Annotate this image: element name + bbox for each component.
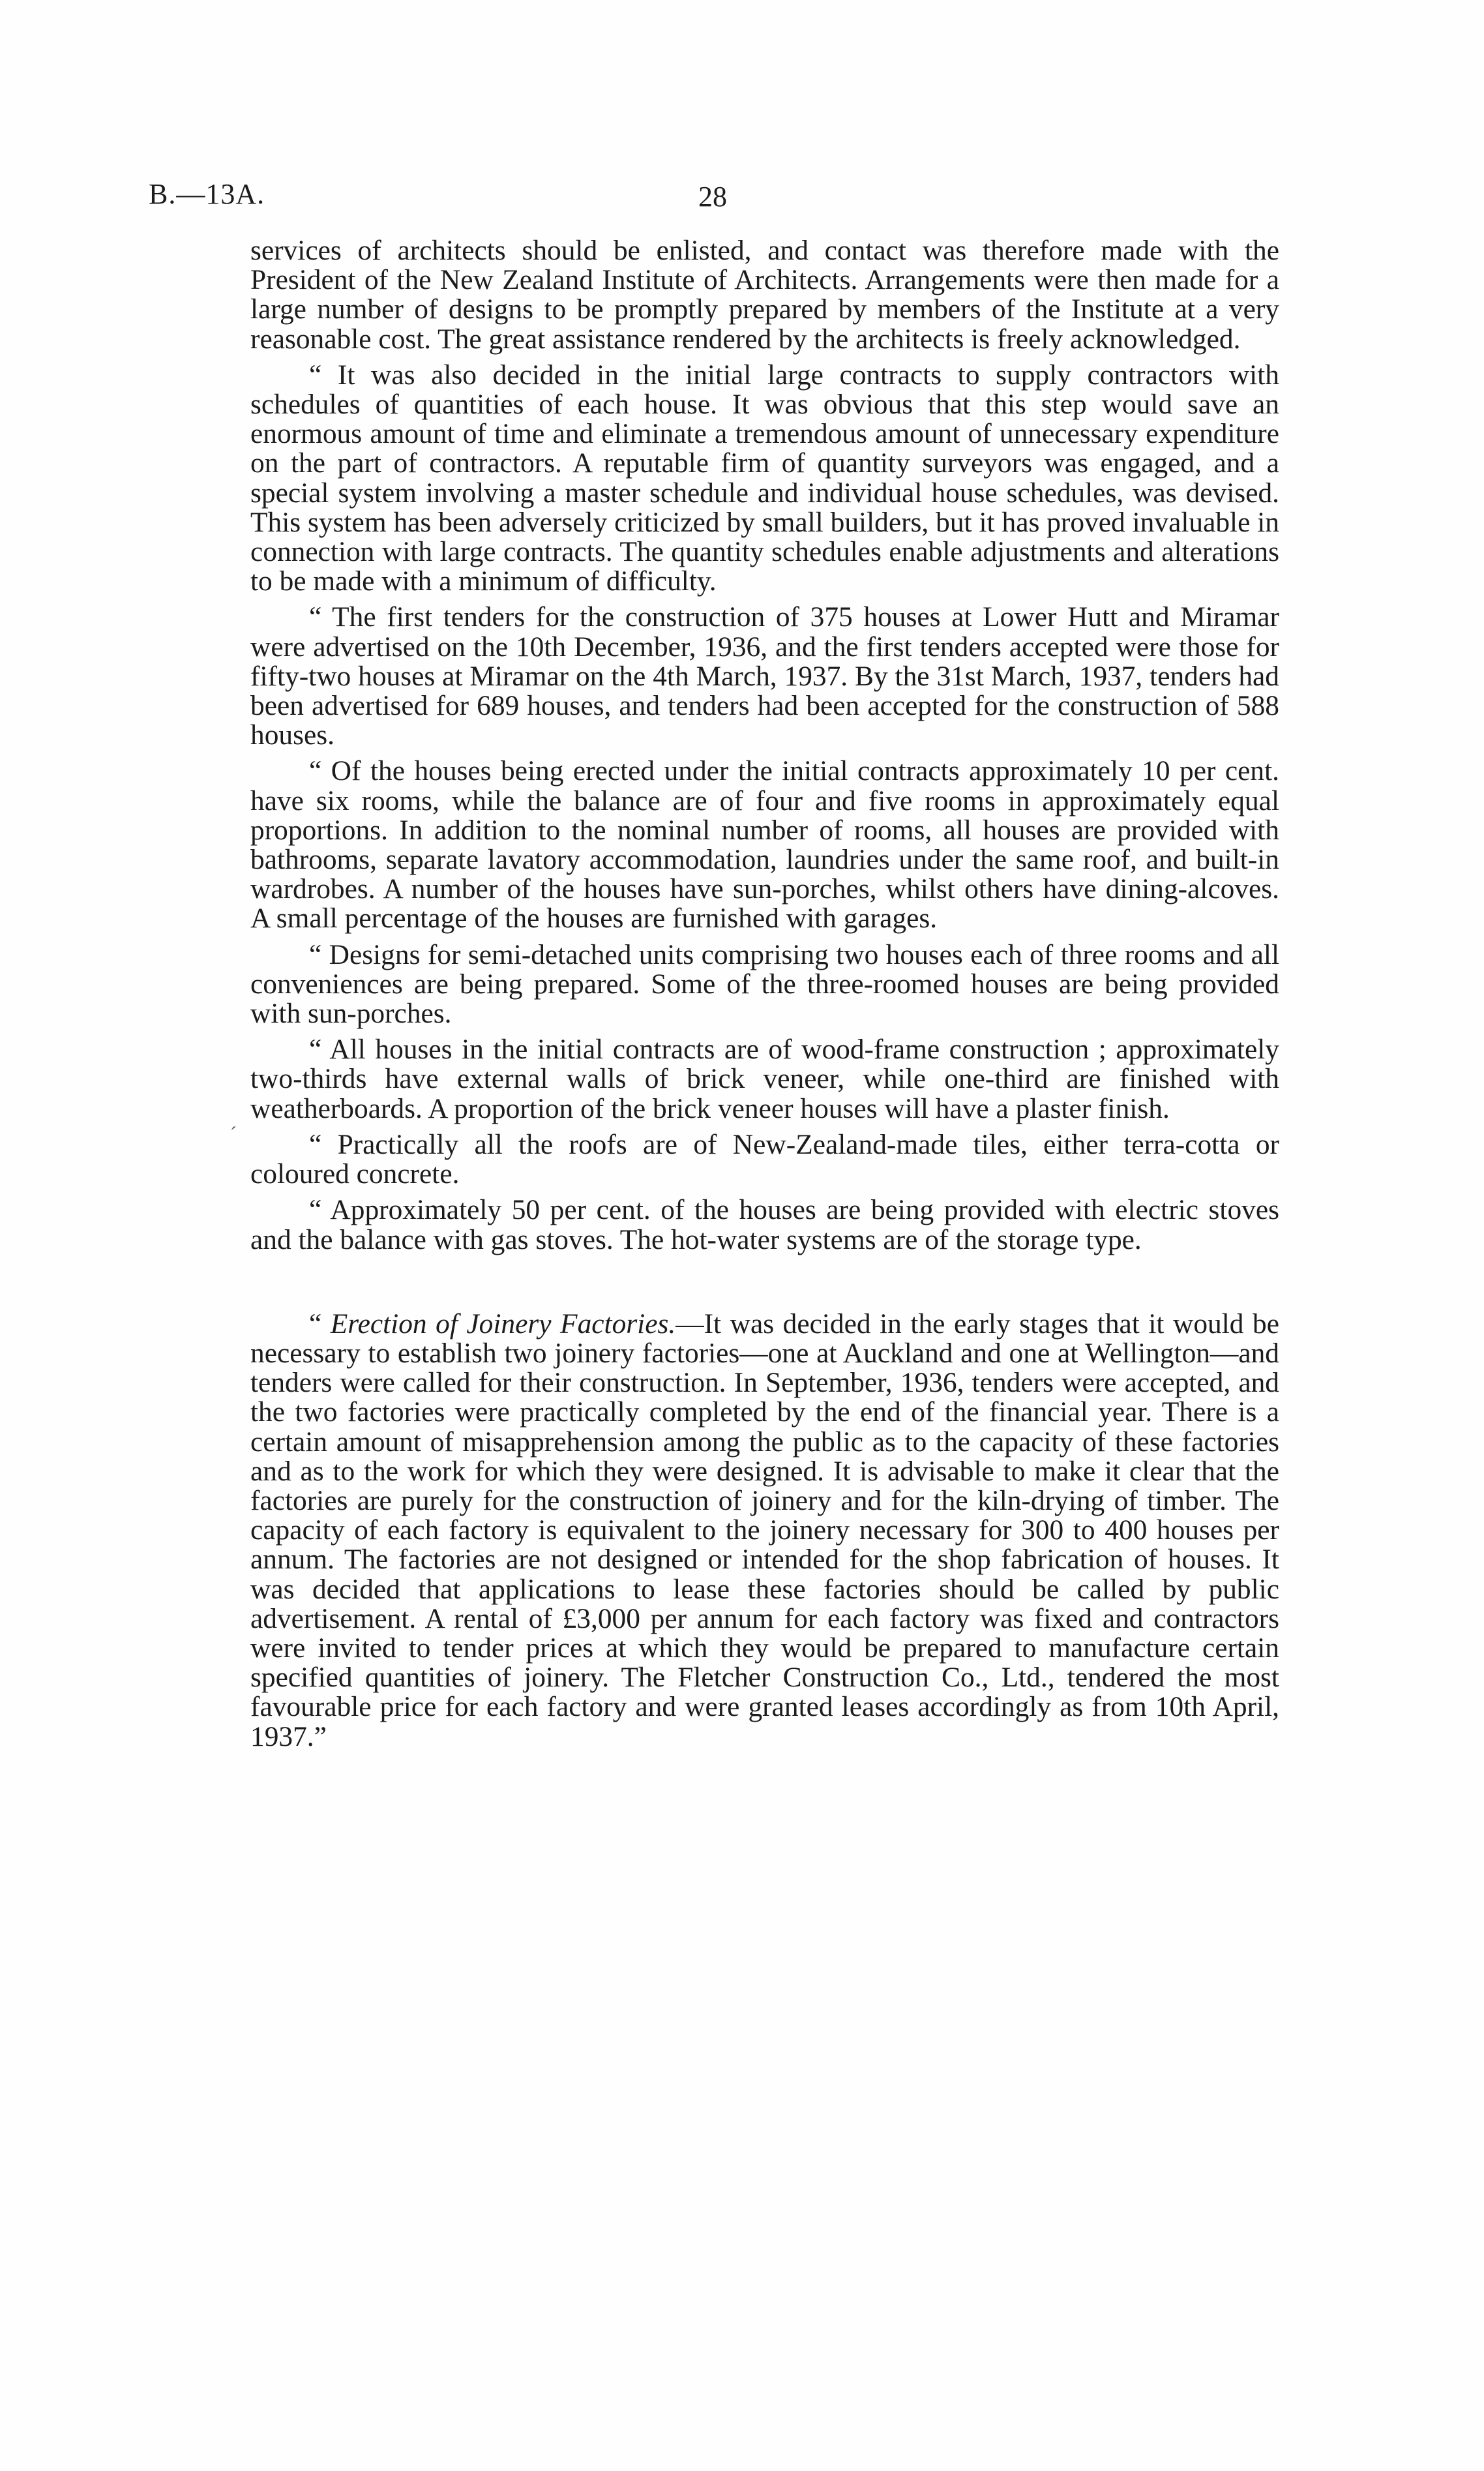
- paragraph-semi-detached: “ Designs for semi-detached units comprising two houses each of three rooms and all conveniences are being prepared. Some of the three-roomed houses are being provided with sun-porches.: [250, 938, 1279, 1030]
- page-number: 28: [698, 181, 727, 213]
- paragraph-construction: “ All houses in the initial contracts are of wood-frame construction ; approximately two-thirds have external walls of brick veneer, while one-third are finished with weatherboards. A proportion of the brick veneer houses will have a plaster finish.: [250, 1034, 1279, 1124]
- paragraph-house-rooms: “ Of the houses being erected under the initial contracts approximately 10 per cent. have six rooms, while the balance are of four and five rooms in approximately equal proportions. In addition to the nominal number of rooms, all houses are provided with bathrooms, separate lavatory accommodation, laundries under the same roof, and built-in wardrobes. A number of the houses have sun-porches, whilst others have dining-alcoves. A small percentage of the houses are furnished with garages.: [250, 755, 1279, 935]
- paragraph-first-tenders: “ The first tenders for the construction of 375 houses at Lower Hutt and Miramar were advertised on the 10th December, 1936, and the first tenders accepted were those for fifty-two houses at Miramar on the 4th March, 1937. By the 31st March, 1937, tenders had been advertised for 689 houses, and tenders had been accepted for the construction of 588 houses.: [250, 601, 1279, 751]
- paragraph-lead-quote: “: [309, 1308, 331, 1340]
- margin-mark: ´: [230, 1123, 237, 1145]
- paragraph-joinery-factories: [250, 1310, 1279, 1752]
- paragraph-architects: services of architects should be enlisted, and contact was therefore made with the President of the New Zealand Institute of Architects. Arrangements were then made for a large number of designs to be promptly prepared by members of the Institute at a very reasonable cost. The great assistance rendered by the architects is freely acknowledged.: [250, 235, 1279, 355]
- section-heading-joinery-factories: Erection of Joinery Factories.: [330, 1308, 676, 1340]
- paragraph-roofs: “ Practically all the roofs are of New-Zealand-made tiles, either terra-cotta or coloured concrete.: [250, 1128, 1279, 1190]
- document-reference: B.—13A.: [149, 178, 265, 210]
- body-text: [250, 236, 1279, 1752]
- paragraph-quantity-schedules: “ It was also decided in the initial large contracts to supply contractors with schedules of quantities of each house. It was obvious that this step would save an enormous amount of time and eliminate a tremendous amount of unnecessary expenditure on the part of contractors. A reputable firm of quantity surveyors was engaged, and a special system involving a master schedule and individual house schedules, was devised. This system has been adversely criticized by small builders, but it has proved invaluable in connection with large contracts. The quantity schedules enable adjustments and alterations to be made with a minimum of difficulty.: [250, 359, 1279, 597]
- paragraph-stoves: “ Approximately 50 per cent. of the houses are being provided with electric stoves and the balance with gas stoves. The hot-water systems are of the storage type.: [250, 1194, 1279, 1255]
- paragraph-joinery-factories-text: —It was decided in the early stages that it would be necessary to establish two joinery factories—one at Auckland and one at Wellington—and tenders were called for their construction. In September, 1936, tenders were accepted, and the two factories were practically completed by the end of the financial year. There is a certain amount of misapprehension among the public as to the capacity of these factories and as to the work for which they were designed. It is advisable to make it clear that the factories are purely for the construction of joinery and for the kiln-drying of timber. The capacity of each factory is equivalent to the joinery necessary for 300 to 400 houses per annum. The factories are not designed or intended for the shop fabrication of houses. It was decided that applications to lease these factories should be called by public advertisement. A rental of £3,000 per annum for each factory was fixed and contractors were invited to tender prices at which they would be prepared to manufacture certain specified quantities of joinery. The Fletcher Construction Co., Ltd., tendered the most favourable price for each factory and were granted leases accordingly as from 10th April, 1937.”: [250, 1308, 1279, 1752]
